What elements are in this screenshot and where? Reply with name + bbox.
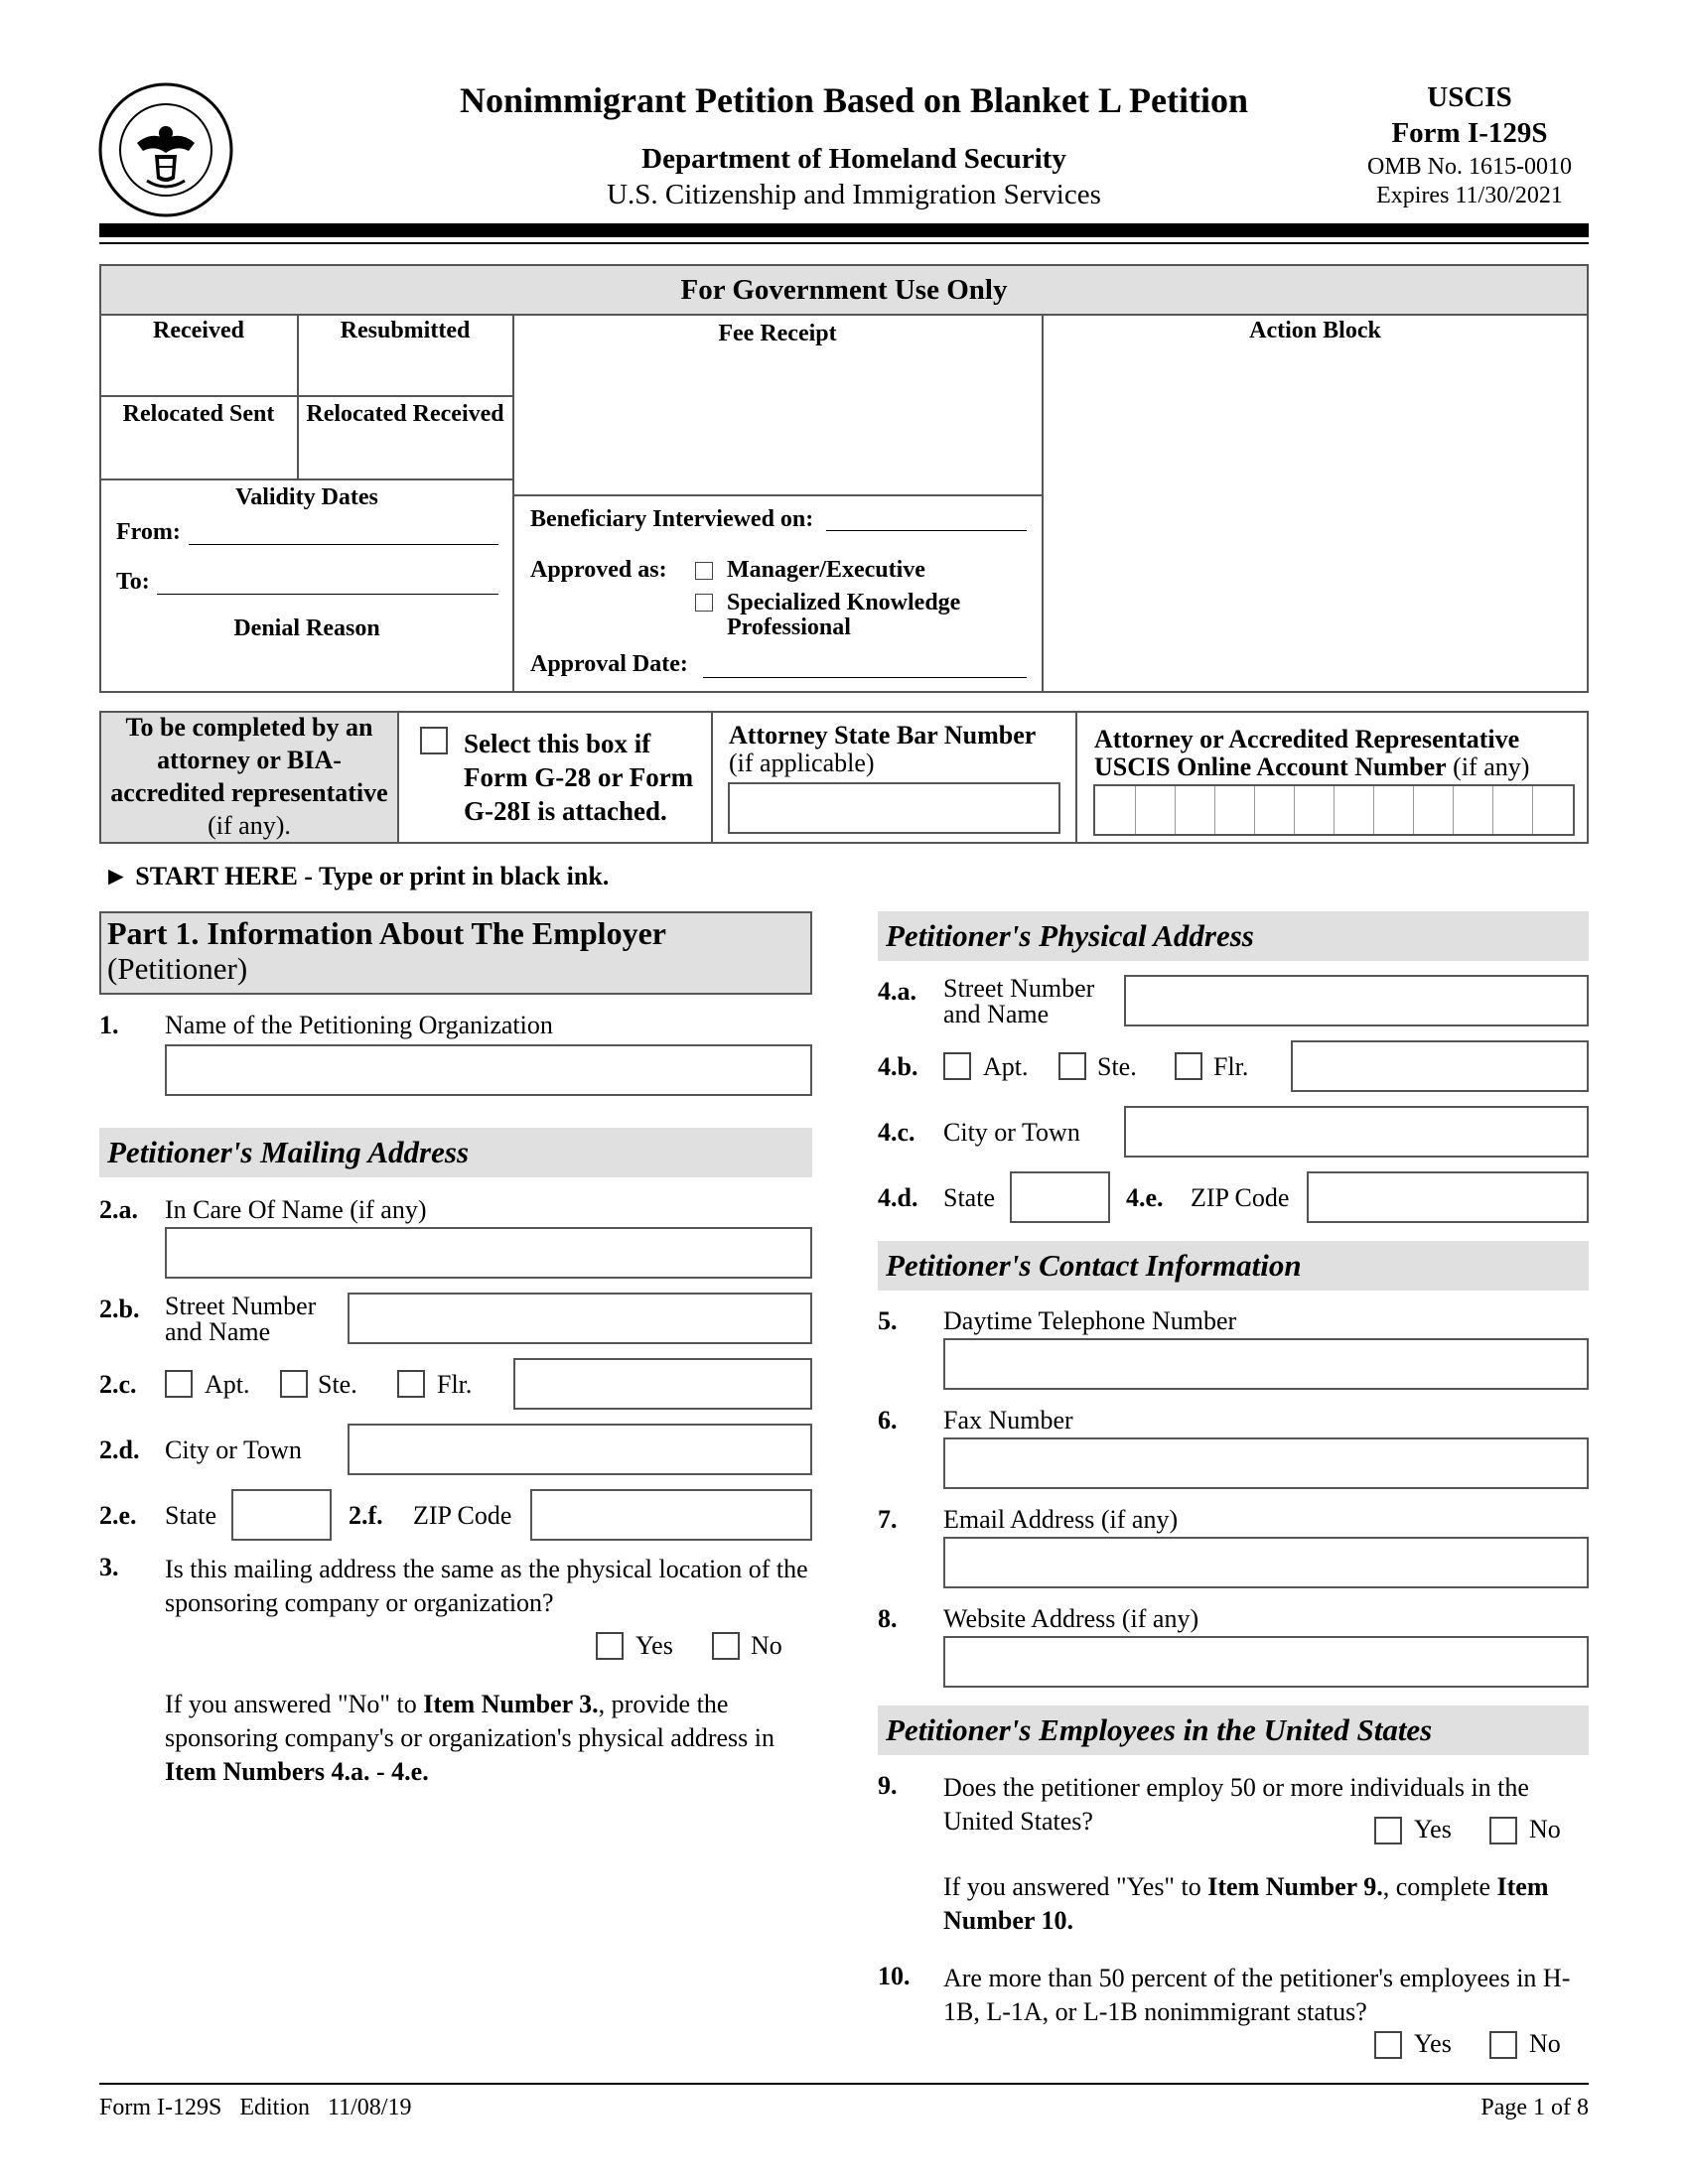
mailing-state-input[interactable] [231, 1489, 332, 1541]
manager-executive-label: Manager/Executive [727, 557, 925, 583]
relocated-sent-label: Relocated Sent [122, 401, 275, 427]
item-9-number: 9. [878, 1771, 898, 1800]
mailing-zip-label: ZIP Code [413, 1501, 512, 1530]
footer-edition: Form I-129S Edition 11/08/19 [99, 2095, 412, 2120]
action-block-label: Action Block [1249, 318, 1381, 343]
online-account-label-1: Attorney or Accredited Representative [1094, 725, 1520, 753]
item-2f-number: 2.f. [349, 1501, 383, 1530]
attorney-if-any: (if any). [208, 811, 291, 840]
item-9-yes-label: Yes [1414, 1815, 1452, 1843]
email-input[interactable] [943, 1537, 1589, 1588]
mailing-city-input[interactable] [348, 1424, 812, 1475]
footer-page-number: Page 1 of 8 [1480, 2095, 1589, 2120]
header-rule [99, 223, 1589, 237]
item-9-note-c: , complete [1382, 1872, 1497, 1901]
header-rule-thin [99, 242, 1589, 244]
bar-number-if-applicable: (if applicable) [729, 749, 875, 777]
from-label: From: [116, 519, 181, 545]
divider [99, 395, 514, 397]
beneficiary-interviewed-line[interactable] [826, 530, 1027, 531]
daytime-phone-label: Daytime Telephone Number [943, 1306, 1237, 1335]
physical-state-label: State [943, 1183, 995, 1212]
in-care-of-label: In Care Of Name (if any) [165, 1195, 427, 1224]
divider [512, 314, 514, 693]
item-9-no-label: No [1529, 1815, 1561, 1843]
physical-city-label: City or Town [943, 1118, 1080, 1147]
item-3-question: Is this mailing address the same as the physical location of the sponsoring company or organization? [165, 1555, 808, 1617]
item-9-no-checkbox[interactable] [1489, 1817, 1517, 1844]
mailing-address-header: Petitioner's Mailing Address [99, 1128, 812, 1177]
physical-apt-label: Apt. [983, 1052, 1029, 1081]
item-9-question: Does the petitioner employ 50 or more individuals in the United States? [943, 1773, 1529, 1836]
received-label: Received [153, 318, 244, 343]
physical-flr-checkbox[interactable] [1175, 1052, 1202, 1080]
physical-state-input[interactable] [1010, 1171, 1110, 1223]
website-label: Website Address (if any) [943, 1604, 1199, 1633]
item-9-yes-checkbox[interactable] [1374, 1817, 1402, 1844]
omb-number: OMB No. 1615-0010 [1366, 154, 1572, 180]
mailing-state-label: State [165, 1501, 216, 1530]
agency-name: U.S. Citizenship and Immigration Services [607, 179, 1101, 210]
item-5-number: 5. [878, 1306, 898, 1335]
to-line[interactable] [157, 594, 498, 595]
specialized-knowledge-label: Specialized Knowledge [727, 590, 961, 615]
contact-information-header: Petitioner's Contact Information [878, 1241, 1589, 1291]
physical-address-header: Petitioner's Physical Address [878, 911, 1589, 961]
item-2a-number: 2.a. [99, 1195, 138, 1224]
fee-receipt-label: Fee Receipt [718, 321, 837, 346]
footer-rule [99, 2083, 1589, 2085]
item-7-number: 7. [878, 1505, 898, 1534]
fax-number-input[interactable] [943, 1437, 1589, 1489]
item-10-question: Are more than 50 percent of the petitioner's employees in H-1B, L-1A, or L-1B nonimmigrant status? [943, 1964, 1571, 2026]
mailing-city-label: City or Town [165, 1435, 302, 1464]
to-label: To: [116, 569, 150, 595]
item-3-note-a: If you answered "No" to [165, 1690, 424, 1718]
in-care-of-input[interactable] [165, 1227, 812, 1279]
item-2e-number: 2.e. [99, 1501, 137, 1530]
item-3-number: 3. [99, 1553, 119, 1581]
item-6-number: 6. [878, 1406, 898, 1434]
mailing-street-input[interactable] [348, 1293, 812, 1344]
item-4b-number: 4.b. [878, 1052, 918, 1081]
item-1-label: Name of the Petitioning Organization [165, 1011, 553, 1039]
mailing-flr-checkbox[interactable] [397, 1370, 425, 1398]
physical-apt-checkbox[interactable] [943, 1052, 971, 1080]
part1-subtitle: (Petitioner) [107, 951, 248, 986]
mailing-ste-checkbox[interactable] [280, 1370, 308, 1398]
item-9-note-d: Item Number 10. [943, 1872, 1549, 1935]
fax-number-label: Fax Number [943, 1406, 1073, 1434]
mailing-unit-number-input[interactable] [513, 1358, 812, 1410]
mailing-apt-checkbox[interactable] [165, 1370, 193, 1398]
start-here-instruction: ► START HERE - Type or print in black ink. [103, 862, 610, 890]
divider [512, 494, 1044, 496]
mailing-ste-label: Ste. [318, 1370, 357, 1399]
attorney-completed-by [105, 711, 393, 842]
from-line[interactable] [189, 544, 498, 545]
item-4d-number: 4.d. [878, 1183, 918, 1212]
item-10-no-checkbox[interactable] [1489, 2031, 1517, 2059]
item-3-note-d: Item Numbers 4.a. - 4.e. [165, 1757, 429, 1786]
physical-street-label-1: Street Number [943, 974, 1095, 1003]
uscis-label: USCIS [1427, 81, 1512, 113]
physical-street-label-2: and Name [943, 1000, 1050, 1028]
mailing-street-label-1: Street Number [165, 1292, 317, 1320]
mailing-zip-input[interactable] [530, 1489, 812, 1541]
divider [711, 711, 713, 844]
g28-attached-checkbox[interactable] [420, 727, 448, 754]
item-3-note-c: , provide the sponsoring company's or organization's physical address in [165, 1690, 775, 1752]
bar-number-label: Attorney State Bar Number [729, 721, 1037, 750]
validity-dates-label: Validity Dates [235, 484, 378, 510]
mailing-apt-label: Apt. [205, 1370, 250, 1399]
divider [99, 478, 514, 480]
physical-zip-label: ZIP Code [1191, 1183, 1290, 1212]
item-2b-number: 2.b. [99, 1295, 140, 1323]
item-3-note-b: Item Number 3. [423, 1690, 599, 1718]
g28-attached-label: Select this box if Form G-28 or Form G-28I is attached. [464, 729, 694, 826]
item-4c-number: 4.c. [878, 1118, 915, 1147]
petitioning-organization-input[interactable] [165, 1044, 812, 1096]
department-name: Department of Homeland Security [641, 143, 1066, 175]
item-10-yes-label: Yes [1414, 2029, 1452, 2058]
email-label: Email Address (if any) [943, 1505, 1179, 1534]
item-3-instruction [165, 1688, 810, 1789]
resubmitted-label: Resubmitted [340, 318, 471, 343]
item-3-no-checkbox[interactable] [712, 1632, 740, 1660]
online-account-input[interactable] [1093, 784, 1575, 836]
divider [397, 711, 399, 844]
professional-label: Professional [727, 614, 851, 640]
mailing-street-label-2: and Name [165, 1317, 271, 1346]
relocated-received-label: Relocated Received [306, 401, 504, 427]
physical-street-input[interactable] [1124, 975, 1589, 1026]
mailing-flr-label: Flr. [437, 1370, 473, 1399]
item-8-number: 8. [878, 1604, 898, 1633]
physical-ste-label: Ste. [1097, 1052, 1137, 1081]
item-9-instruction [943, 1870, 1589, 1938]
item-9-note-a: If you answered "Yes" to [943, 1872, 1208, 1901]
item-1-number: 1. [99, 1011, 119, 1039]
item-3-yes-checkbox[interactable] [596, 1632, 624, 1660]
approval-date-label: Approval Date: [530, 651, 688, 677]
form-title: Nonimmigrant Petition Based on Blanket L Petition [459, 80, 1249, 120]
item-2c-number: 2.c. [99, 1370, 137, 1399]
daytime-phone-input[interactable] [943, 1338, 1589, 1390]
item-10-yes-checkbox[interactable] [1374, 2031, 1402, 2059]
divider [1042, 314, 1044, 693]
employees-header: Petitioner's Employees in the United States [878, 1706, 1589, 1755]
item-10-number: 10. [878, 1962, 911, 1990]
item-2d-number: 2.d. [99, 1435, 140, 1464]
denial-reason-label: Denial Reason [233, 615, 380, 641]
online-account-if-any: (if any) [1453, 752, 1530, 781]
physical-unit-number-input[interactable] [1291, 1040, 1589, 1092]
item-3-no-label: No [751, 1631, 782, 1660]
physical-zip-input[interactable] [1307, 1171, 1589, 1223]
bar-number-input[interactable] [728, 782, 1060, 834]
specialized-knowledge-checkbox[interactable] [695, 594, 713, 612]
part1-header [99, 911, 812, 995]
gov-use-title: For Government Use Only [101, 266, 1587, 314]
form-number: Form I-129S [1391, 117, 1548, 149]
approval-date-line[interactable] [703, 677, 1027, 678]
website-input[interactable] [943, 1636, 1589, 1688]
online-account-label-bold: USCIS Online Account Number [1094, 752, 1447, 781]
item-4e-number: 4.e. [1126, 1183, 1164, 1212]
online-account-label-2 [1094, 752, 1529, 782]
approved-as-label: Approved as: [530, 557, 667, 583]
beneficiary-interviewed-label: Beneficiary Interviewed on: [530, 506, 814, 532]
physical-flr-label: Flr. [1213, 1052, 1249, 1081]
physical-ste-checkbox[interactable] [1058, 1052, 1086, 1080]
expiration-date: Expires 11/30/2021 [1376, 183, 1563, 208]
item-9-note-b: Item Number 9. [1207, 1872, 1383, 1901]
physical-city-input[interactable] [1124, 1106, 1589, 1158]
manager-executive-checkbox[interactable] [695, 562, 713, 580]
item-10-no-label: No [1529, 2029, 1561, 2058]
dhs-seal [97, 81, 234, 218]
part1-title: Part 1. Information About The Employer [107, 915, 666, 951]
item-4a-number: 4.a. [878, 977, 916, 1006]
divider [99, 314, 1589, 316]
attorney-completed-by-text: To be completed by an attorney or BIA-accredited representative [110, 713, 388, 807]
item-3-yes-label: Yes [635, 1631, 673, 1660]
divider [1075, 711, 1077, 844]
